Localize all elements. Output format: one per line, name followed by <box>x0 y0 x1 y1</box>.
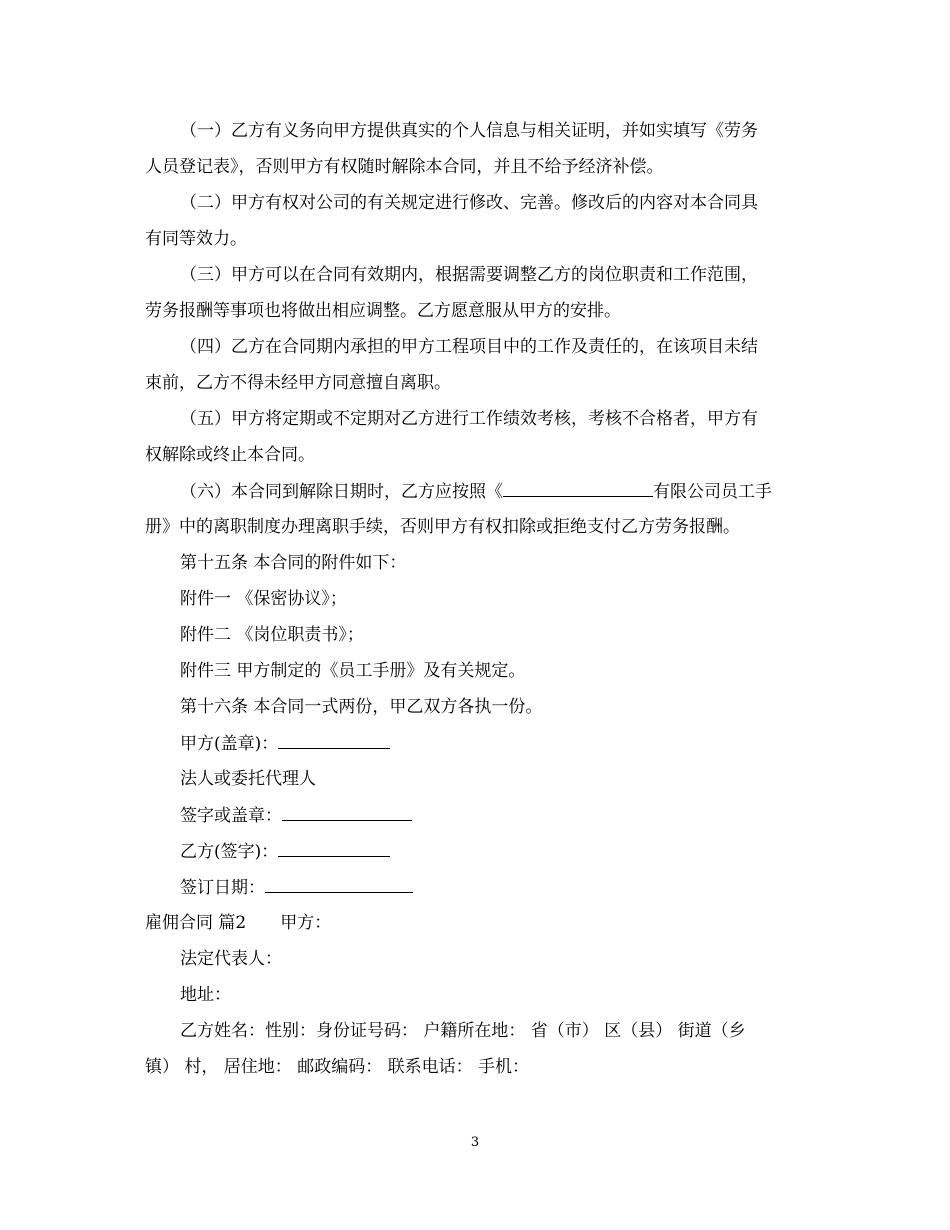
page-number: 3 <box>470 1135 480 1150</box>
contract-2-heading: 雇佣合同 篇2 甲方： <box>145 913 332 933</box>
clause-6-line-1 <box>180 480 772 503</box>
clause-6-text-b: 有限公司员工手 <box>653 482 772 502</box>
legal-representative-label: 法定代表人： <box>180 949 282 969</box>
party-b-info-line-1: 乙方姓名：性别：身份证号码： 户籍所在地： 省（市） 区（县） 街道（乡 <box>180 1021 746 1041</box>
clause-5-line-1: （五）甲方将定期或不定期对乙方进行工作绩效考核，考核不合格者，甲方有 <box>180 409 758 429</box>
clause-4-line-1: （四）乙方在合同期内承担的甲方工程项目中的工作及责任的，在该项目未结 <box>180 337 758 357</box>
clause-1-line-2: 人员登记表》，否则甲方有权随时解除本合同，并且不给予经济补偿。 <box>145 157 664 177</box>
party-b-blank <box>278 840 390 857</box>
party-b-sign-line <box>180 840 390 863</box>
party-b-label: 乙方(签字)： <box>180 842 279 862</box>
article-15: 第十五条 本合同的附件如下： <box>180 553 407 573</box>
attachment-3: 附件三 甲方制定的《员工手册》及有关规定。 <box>180 661 526 681</box>
address-label: 地址： <box>180 985 231 1005</box>
clause-5-line-2: 权解除或终止本合同。 <box>145 445 315 465</box>
representative-label: 法人或委托代理人 <box>180 769 316 789</box>
signature-line <box>180 804 412 827</box>
signature-blank <box>282 804 412 821</box>
clause-6-text-a: （六）本合同到解除日期时，乙方应按照《 <box>180 482 503 502</box>
clause-3-line-1: （三）甲方可以在合同有效期内，根据需要调整乙方的岗位职责和工作范围， <box>180 265 758 285</box>
article-16: 第十六条 本合同一式两份，甲乙双方各执一份。 <box>180 697 543 717</box>
clause-2-line-1: （二）甲方有权对公司的有关规定进行修改、完善。修改后的内容对本合同具 <box>180 193 758 213</box>
party-a-seal-line <box>180 732 390 755</box>
sign-date-blank <box>265 876 413 893</box>
clause-4-line-2: 束前，乙方不得未经甲方同意擅自离职。 <box>145 373 451 393</box>
attachment-2: 附件二 《岗位职责书》； <box>180 625 364 645</box>
attachment-1: 附件一 《保密协议》； <box>180 589 347 609</box>
signature-label: 签字或盖章： <box>180 806 282 826</box>
sign-date-label: 签订日期： <box>180 878 265 898</box>
party-a-label: 甲方(盖章)： <box>180 734 279 754</box>
company-name-blank <box>503 480 653 497</box>
party-a-blank <box>278 732 390 749</box>
clause-3-line-2: 劳务报酬等事项也将做出相应调整。乙方愿意服从甲方的安排。 <box>145 301 621 321</box>
party-b-info-line-2: 镇） 村， 居住地： 邮政编码： 联系电话： 手机： <box>145 1057 530 1077</box>
clause-1-line-1: （一）乙方有义务向甲方提供真实的个人信息与相关证明，并如实填写《劳务 <box>180 121 758 141</box>
sign-date-line <box>180 876 413 899</box>
clause-2-line-2: 有同等效力。 <box>145 229 247 249</box>
clause-6-line-2: 册》中的离职制度办理离职手续，否则甲方有权扣除或拒绝支付乙方劳务报酬。 <box>145 517 740 537</box>
